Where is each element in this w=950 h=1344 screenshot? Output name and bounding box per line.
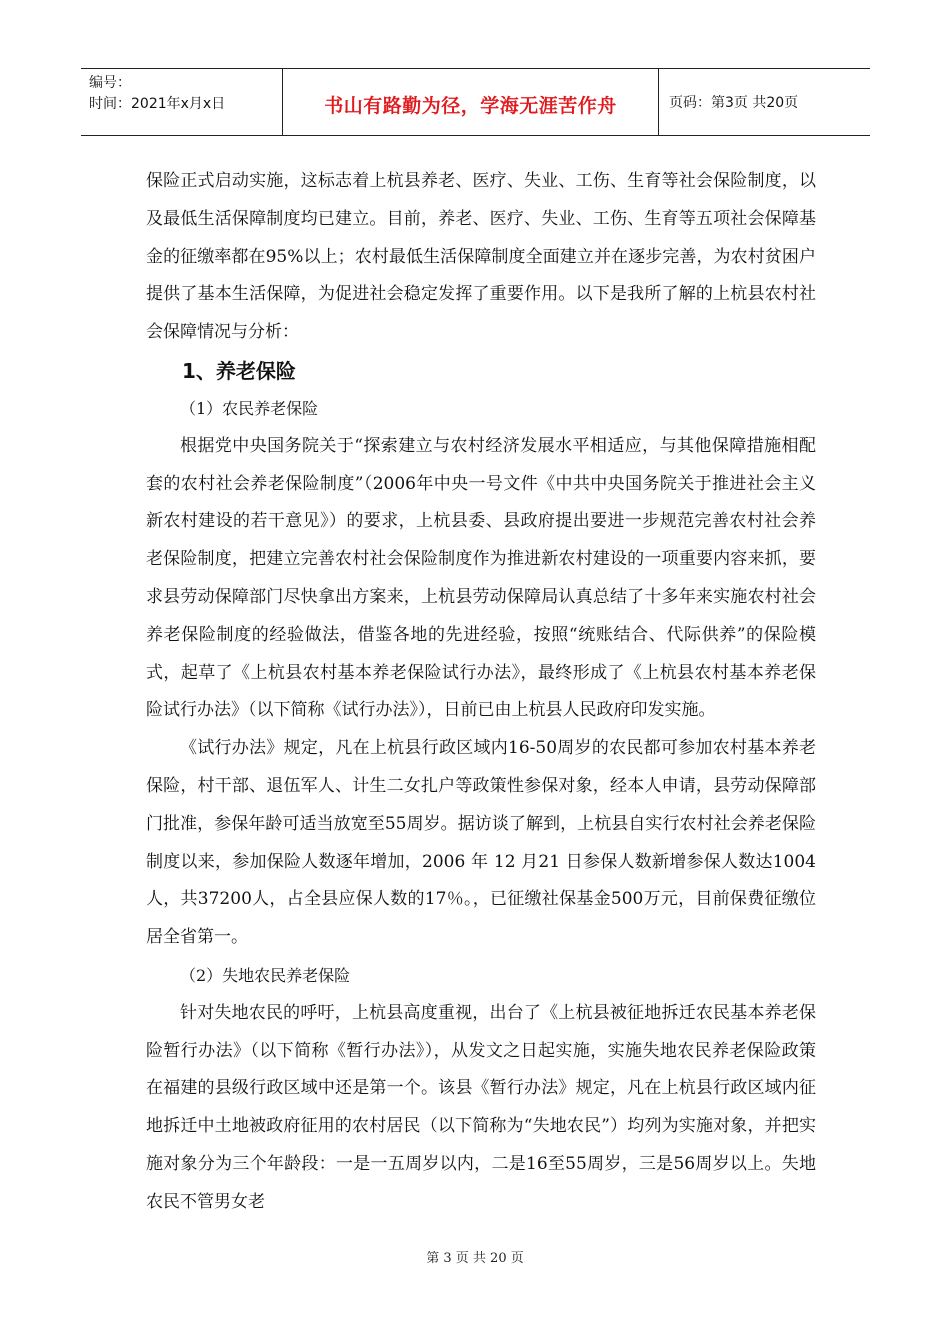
section-heading: 1、养老保险 xyxy=(182,358,296,383)
document-time-label: 时间：2021年x月x日 xyxy=(89,96,226,112)
paragraph: 《试行办法》规定，凡在上杭县行政区域内16-50周岁的农民都可参加农村基本养老保险，村干部、退伍军人、计生二女扎户等政策性参保对象，经本人申请，县劳动保障部门批准，参保年龄可适当放宽至55周岁。据访谈了解到，上杭县自实行农村社会养老保险制度以来，参加保险人数逐年增加，2006 年 12 月21 日参保人数新增参保人数达1004人，共37200人，占全县应保人数的17％。，已征缴社保基金500万元，目前保费征缴位居全省第一。 xyxy=(146,738,816,948)
paragraph: 根据党中央国务院关于“探索建立与农村经济发展水平相适应，与其他保障措施相配套的农村社会养老保险制度”（2006年中央一号文件《中共中央国务院关于推进社会主义新农村建设的若干意见》）的要求，上杭县委、县政府提出要进一步规范完善农村社会养老保险制度，把建立完善农村社会保险制度作为推进新农村建设的一项重要内容来抓，要求县劳动保障部门尽快拿出方案来，上杭县劳动保障局认真总结了十多年来实施农村社会养老保险制度的经验做法，借鉴各地的先进经验，按照“统账结合、代际供养”的保险模式，起草了《上杭县农村基本养老保险试行办法》，最终形成了《上杭县农村基本养老保险试行办法》（以下简称《试行办法》），日前已由上杭县人民政府印发实施。 xyxy=(146,435,816,721)
header-page-info: 页码：第3页 共20页 xyxy=(669,95,799,111)
header-meta xyxy=(81,69,283,135)
page-footer: 第 3 页 共 20 页 xyxy=(426,1251,524,1266)
paragraph: 针对失地农民的呼吁，上杭县高度重视，出台了《上杭县被征地拆迁农民基本养老保险暂行办法》（以下简称《暂行办法》），从发文之日起实施，实施失地农民养老保险政策在福建的县级行政区域中还是第一个。该县《暂行办法》规定，凡在上杭县行政区域内征地拆迁中土地被政府征用的农村居民（以下简称为“失地农民”）均列为实施对象，并把实施对象分为三个年龄段：一是一五周岁以内，二是16至55周岁，三是56周岁以上。失地农民不管男女老 xyxy=(146,1002,816,1212)
page-header xyxy=(81,68,870,136)
subsection-heading: （1）农民养老保险 xyxy=(180,398,319,418)
document-body xyxy=(146,163,816,1222)
document-number-label: 编号： xyxy=(89,75,131,91)
subsection-heading: （2）失地农民养老保险 xyxy=(180,965,351,985)
intro-paragraph: 保险正式启动实施，这标志着上杭县养老、医疗、失业、工伤、生育等社会保险制度，以及最低生活保障制度均已建立。目前，养老、医疗、失业、工伤、生育等五项社会保障基金的征缴率都在95%以上；农村最低生活保障制度全面建立并在逐步完善，为农村贫困户提供了基本生活保障，为促进社会稳定发挥了重要作用。以下是我所了解的上杭县农村社会保障情况与分析： xyxy=(146,171,816,343)
header-motto: 书山有路勤为径，学海无涯苦作舟 xyxy=(283,69,659,135)
